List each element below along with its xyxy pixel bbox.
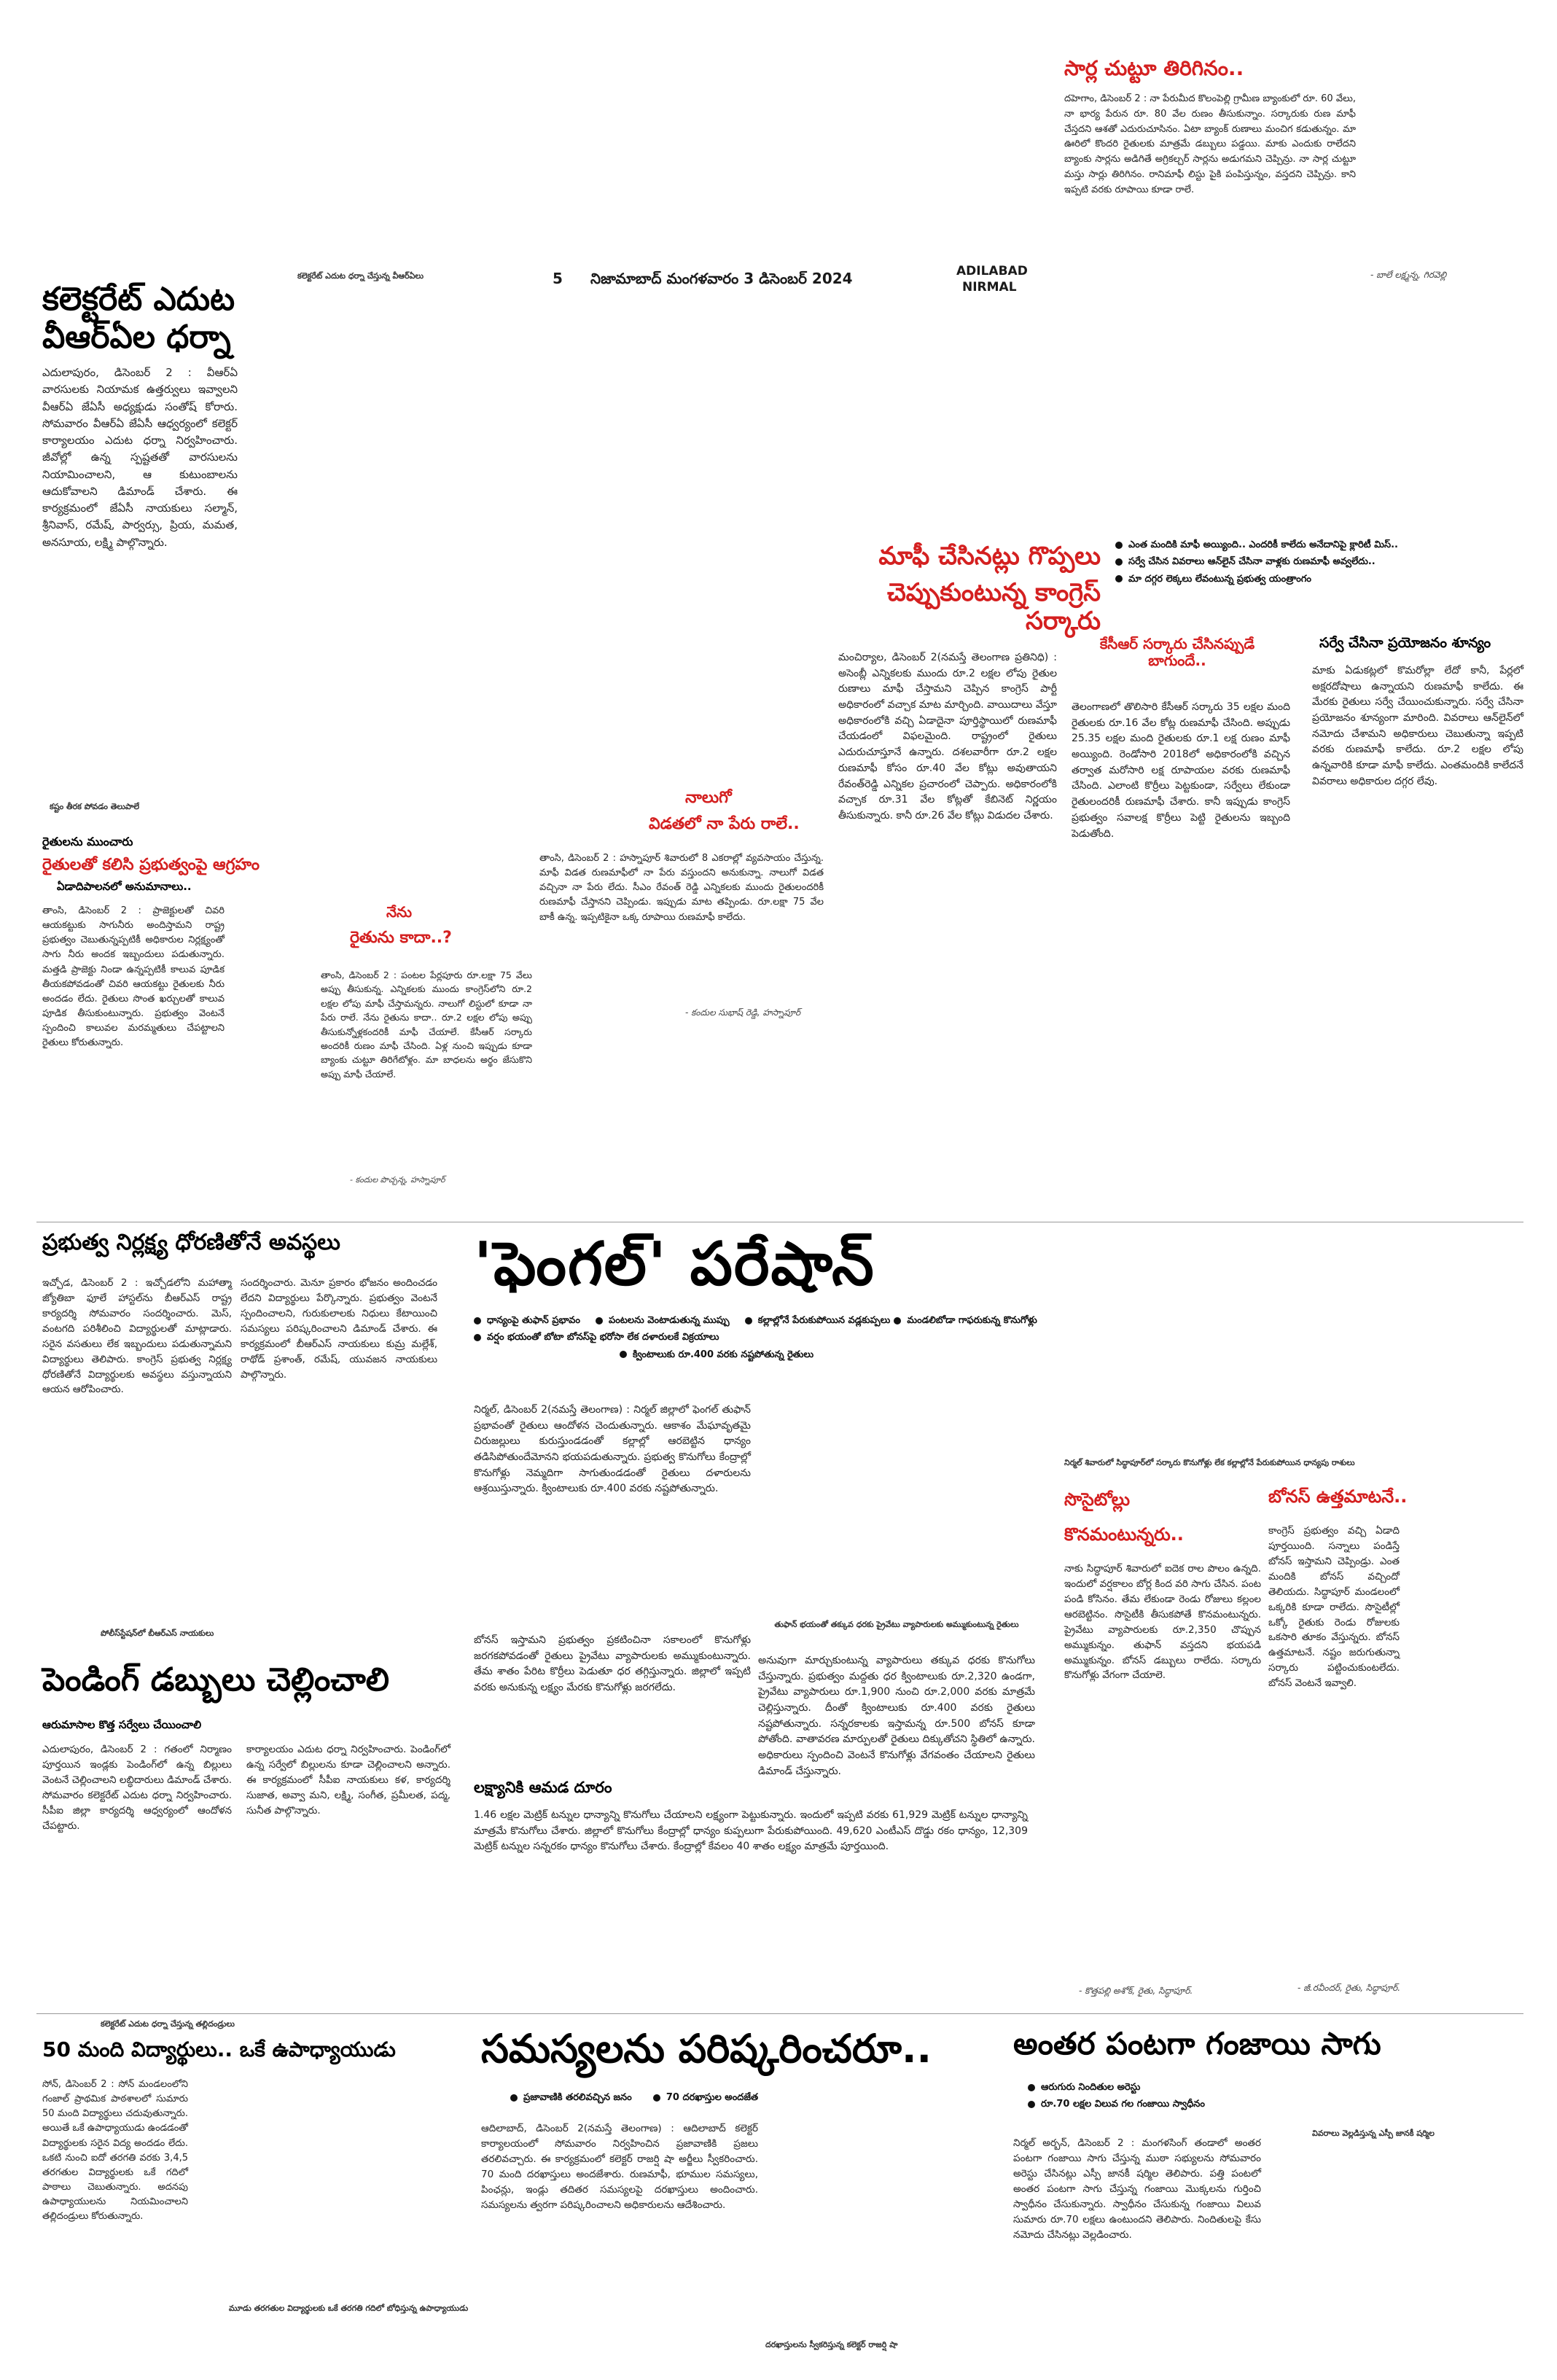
story-collectorate-dharna xyxy=(42,271,538,650)
photo-caption: కలెక్టరేట్ ఎదుట ధర్నా చేస్తున్న తల్లిదండ్రులు xyxy=(101,2019,235,2029)
bullet-item xyxy=(1115,553,1523,570)
headline: 50 మంది విద్యార్థులు.. ఒకే ఉపాధ్యాయుడు xyxy=(42,2037,396,2061)
story-body: తాంసి, డిసెంబర్ 2 : ప్రాజెక్టులతో చివరి ఆయకట్టుకు సాగునీరు అందిస్తామని రాష్ట్ర ప్రభుత్వం చెబుతున్నప్పటికీ అధికారుల నిర్లక్ష్యంతో సాగు నీరు అందక ఇబ్బందులు పడుతున్నారు. మత్తడి ప్రాజెక్టు నిండా ఉన్నప్పటికీ కాలువ పూడిక తీయకపోవడంతో చివరి ఆయకట్టు రైతులకు నీరు అందడం లేదు. రైతులు సొంత ఖర్చులతో కాలువ పూడిక తీసుకుంటున్నారు. ప్రభుత్వం వెంటనే స్పందించి కాలువల మరమ్మతులు చేపట్టాలని రైతులు కోరుతున్నారు. xyxy=(42,905,225,1049)
story-pending xyxy=(42,1628,450,1935)
bullet-item xyxy=(1115,571,1523,588)
story-farmer xyxy=(321,904,539,1195)
bullet-item xyxy=(1115,537,1523,553)
column-2: సందర్శించారు. మెనూ ప్రకారం భోజనం అందించడం లేదని విద్యార్థులు పేర్కొన్నారు. ప్రభుత్వం వెంటనే స్పందించాలని, గురుకులాలకు నిధులు కేటాయించి సమస్యలు పరిష్కరించాలని డిమాండ్ చేశారు. ఈ కార్యక్రమంలో బీఆర్ఎస్ నాయకులు కుమ్ర మల్లేశ్, రాథోడ్ ప్రశాంత్, రమేష్, యువజన నాయకులు పాల్గొన్నారు. xyxy=(241,1277,437,1381)
headline-line-1: మాఫీ చేసినట్లు గొప్పలు xyxy=(878,542,1101,571)
column-3: మాకు ఏడుకట్లలో కొమరోల్లా లేదో కానీ, పేర్లలో అక్షరదోషాలు ఉన్నాయని రుణమాఫీ కాలేదు. ఈ మేరకు రైతులు సర్వే చేయించుకున్నారు. సర్వే చేసినా ప్రయోజనం శూన్యంగా మారింది. వివరాలు ఆన్‌లైన్‌లో నమోదు చేశామని అధికారులు చెబుతున్నా ఇప్పటి వరకు రుణమాఫీ కాలేదు. రూ.2 లక్షల లోపు ఉన్నవారికి కూడా మాఫీ కాలేదు. ఎంతమందికి కాలేదనే వివరాలు అధికారుల దగ్గర లేవు. xyxy=(1312,665,1523,787)
byline: - కందుల సుభాష్ రెడ్డి, హస్నాపూర్ xyxy=(685,1007,801,1018)
bullet-text: ఆరుగురు నిందితుల అరెస్టు xyxy=(1041,2082,1141,2093)
story-rythu-canal xyxy=(42,802,319,1239)
bullet-dot xyxy=(620,1351,627,1358)
bullet-item xyxy=(474,1312,580,1329)
story-ganja xyxy=(1006,2026,1523,2362)
bullet-item xyxy=(1028,2096,1392,2112)
photo-caption-2: మూడు తరగతుల విద్యార్థులకు ఒకే తరగతి గదిలో బోధిస్తున్న ఉపాధ్యాయుడు xyxy=(228,2303,469,2313)
story-teacher xyxy=(42,2019,494,2354)
photo-caption: తుఫాన్ భయంతో తక్కువ ధరకు ప్రైవేటు వ్యాపారులకు అమ్ముకుంటున్న రైతులు xyxy=(774,1620,1019,1629)
column-1: మంచిర్యాల, డిసెంబర్ 2(నమస్తే తెలంగాణ ప్రతినిధి) : అసెంబ్లీ ఎన్నికలకు ముందు రూ.2 లక్షల లోపు రైతుల రుణాలు మాఫీ చేస్తామని చెప్పిన కాంగ్రెస్ పార్టీ అధికారంలో వచ్చాక మాట మార్చింది. వాయిదాలు వేస్తూ అధికారంలోకి వచ్చి ఏడాదైనా పూర్తిస్థాయిలో రుణమాఫీ చేయడంలో విఫలమైంది. రాష్ట్రంలో రైతులు ఎదురుచూస్తూనే ఉన్నారు. దశలవారీగా రూ.2 లక్షల రుణమాఫీ కోసం రూ.40 వేల కోట్లు అవుతాయని రేవంత్‌రెడ్డి ఎన్నికల ప్రచారంలో చెప్పారు. అధికారంలోకి వచ్చాక రూ.31 వేల కోట్లతో కేబినెట్ నిర్ణయం తీసుకున్నారు. కానీ రూ.26 వేల కోట్లు విడుదల చేశారు. xyxy=(838,652,1057,822)
byline: - కందుల పొచ్చన్న, హస్నాపూర్ xyxy=(350,1175,445,1185)
story-body: ఎదులాపురం, డిసెంబర్ 2 : వీఆర్ఏ వారసులకు నియామక ఉత్తర్వులు ఇవ్వాలని వీఆర్ఏ జేఏసీ అధ్యక్షుడు సంతోష్ కోరారు. సోమవారం వీఆర్ఏ జేఏసీ ఆధ్వర్యంలో కలెక్టర్ కార్యాలయం ఎదుట ధర్నా నిర్వహించారు. జీవోల్లో ఉన్న స్పష్టతతో వారసులను నియామించాలని, ఆ కుటుంబాలను ఆదుకోవాలని డిమాండ్ చేశారు. ఈ కార్యక్రమంలో జేఏసీ నాయకులు సల్మాన్, శ్రీనివాస్, రమేష్, పార్వర్సు, ప్రియ, మమత, అనసూయ, లక్ష్మి పాల్గొన్నారు. xyxy=(42,366,238,549)
headline: పెండింగ్ డబ్బులు చెల్లించాలి xyxy=(42,1661,390,1698)
headline: సార్ల చుట్టూ తిరిగినం.. xyxy=(1064,56,1244,80)
bullet-dot xyxy=(1028,2101,1035,2108)
story-sarla-chuttu xyxy=(1050,57,1502,297)
bullet-text: ఎంత మందికి మాఫీ అయ్యింది.. ఎందరికీ కాలేదు అనేదానిపై క్లారిటీ మిస్.. xyxy=(1128,539,1398,550)
column-2: కార్యాలయం ఎదుట ధర్నా నిర్వహించారు. పెండింగ్‌లో ఉన్న సర్వేలో బిల్లులను కూడా చెల్లించాలని అన్నారు. ఈ కార్యక్రమంలో సీపీఐ నాయకులు కళ, కార్యదర్శి సుజాత, అవ్వా మని, లక్ష్మి, సంగీత, ప్రమీలత, పద్మ, సునీత పాల్గొన్నారు. xyxy=(246,1744,450,1817)
story-body: సోన్, డిసెంబర్ 2 : సోన్ మండలంలోని గంజాల్ ప్రాథమిక పాఠశాలలో సుమారు 50 మంది విద్యార్థులు చదువుతున్నారు. అయితే ఒకే ఉపాధ్యాయుడు ఉండడంతో విద్యార్థులకు సరైన విద్య అందడం లేదు. ఒకటి నుంచి ఐదో తరగతి వరకు 3,4,5 తరగతుల విద్యార్థులకు ఒకే గదిలో పాఠాలు చెబుతున్నారు. అదనపు ఉపాధ్యాయులను నియమించాలని తల్లిదండ్రులు కోరుతున్నారు. xyxy=(42,2079,188,2223)
byline: - కొత్తపల్లి అశోక్, రైతు, సిద్ధాపూర్. xyxy=(1079,1986,1193,1996)
story-bonus xyxy=(1268,1487,1516,2012)
edition-line-1: ADILABAD xyxy=(956,264,1028,278)
bullet-item xyxy=(596,1312,730,1329)
headline: ప్రభుత్వ నిర్లక్ష్య ధోరణితోనే అవస్థలు xyxy=(42,1230,340,1255)
bullet-text: మండలిబోడా గాఫరుకున్న కొనుగోళ్లు xyxy=(907,1315,1037,1326)
kicker: రైతులను ముంచారు xyxy=(42,835,133,848)
headline: బోనస్ ఉత్తమాటనే.. xyxy=(1268,1486,1408,1507)
story-body: ఆదిలాబాద్, డిసెంబర్ 2(నమస్తే తెలంగాణ) : ఆదిలాబాద్ కలెక్టర్ కార్యాలయంలో సోమవారం నిర్వహించిన ప్రజావాణికి ప్రజలు తరలివచ్చారు. ఈ కార్యక్రమంలో కలెక్టర్ రాజర్షి షా అర్జీలు స్వీకరించారు. 70 మంది దరఖాస్తులు అందజేశారు. రుణమాఫీ, భూముల సమస్యలు, పింఛన్లు, ఇండ్లు తదితర సమస్యలపై దరఖాస్తులు అందించారు. సమస్యలను త్వరగా పరిష్కరించాలని అధికారులను ఆదేశించారు. xyxy=(481,2123,758,2211)
bullet-dot xyxy=(1115,558,1123,566)
headline: రైతును కాదా..? xyxy=(350,929,452,947)
bullet-dot xyxy=(745,1317,752,1324)
bullet-item xyxy=(653,2092,758,2103)
bullet-item xyxy=(620,1346,1203,1363)
byline: - జీ.రవీందర్, రైతు, సిద్ధాపూర్. xyxy=(1298,1983,1401,1993)
highlight-bullets xyxy=(510,2089,948,2106)
bullet-text: మా దగ్గర లెక్కలు లేవంటున్న ప్రభుత్వ యంత్రాంగం xyxy=(1128,573,1312,585)
story-congress-sarkaru xyxy=(824,526,1523,1306)
bullet-text: ప్రజావాణికి తరలివచ్చిన జనం xyxy=(523,2092,632,2103)
bullet-item xyxy=(1028,2079,1392,2096)
bullet-item xyxy=(894,1312,1037,1329)
bullet-item xyxy=(474,1329,719,1346)
bullet-text: కల్లాల్లోనే పేరుకుపోయిన వడ్లకుప్పలు xyxy=(757,1315,891,1326)
kicker: నాలుగో xyxy=(685,789,732,807)
page-number: 5 xyxy=(553,270,563,287)
bullet-dot xyxy=(1028,2084,1035,2091)
photo-caption: నిర్మల్ శివారులో సిద్ధాపూర్‌లో సర్కారు కొనుగోళ్లు లేక కల్లాల్లోనే పేరుకుపోయిన ధాన్యపు రాశులు xyxy=(1064,1458,1355,1467)
bullet-text: రూ.70 లక్షల విలువ గల గంజాయి స్వాధీనం xyxy=(1041,2099,1206,2110)
byline: - బాలే లక్ష్మన్న, గిరవెల్లి xyxy=(1370,270,1447,280)
dateline: నిజామాబాద్ మంగళవారం 3 డిసెంబర్ 2024 xyxy=(590,270,853,287)
bullet-text: క్వింటాలుకు రూ.400 వరకు నష్టపోతున్న రైతులు xyxy=(633,1349,814,1360)
bullet-text: ధాన్యంపై తుఫాన్ ప్రభావం xyxy=(487,1315,580,1326)
story-traders xyxy=(758,1620,1050,2013)
sub-headline: ఆరుమాసాల కొత్త సర్వేలు చేయించాలి xyxy=(42,1718,202,1731)
headline-line-2: కొనమంటున్నరు.. xyxy=(1064,1524,1184,1545)
headline-line-2: వీఆర్ఏల ధర్నా xyxy=(42,319,231,356)
highlight-bullets xyxy=(1028,2079,1392,2113)
subhead-survey: సర్వే చేసినా ప్రయోజనం శూన్యం xyxy=(1319,635,1491,651)
bullet-text: వర్షం భయంతో బోటా బోనస్‌పై భరోసా లేక దళారులకే విక్రయాలు xyxy=(487,1332,719,1343)
bullet-item xyxy=(745,1312,891,1329)
story-body: అనువుగా మార్చుకుంటున్న వ్యాపారులు తక్కువ ధరకు కొనుగోలు చేస్తున్నారు. ప్రభుత్వం మద్దతు ధర క్వింటాలుకు రూ.2,320 ఉండగా, ప్రైవేటు వ్యాపారులు రూ.1,900 నుంచి రూ.2,000 వరకు మాత్రమే చెల్లిస్తున్నారు. దీంతో క్వింటాలుకు రూ.400 వరకు రైతులు నష్టపోతున్నారు. సన్నరకాలకు ఇస్తామన్న రూ.500 బోనస్ కూడా పోతోంది. వాతావరణ మార్పులతో రైతులు దిక్కుతోచని స్థితిలో ఉన్నారు. అధికారులు స్పందించి వెంటనే కొనుగోళ్లు వేగవంతం చేయాలని రైతులు డిమాండ్ చేస్తున్నారు. xyxy=(758,1655,1035,1777)
photo-caption: దరఖాస్తులను స్వీకరిస్తున్న కలెక్టర్ రాజర్షి షా xyxy=(765,2340,898,2349)
bullet-dot xyxy=(1115,542,1123,549)
story-name-missing xyxy=(539,789,831,1029)
column-1: ఇచ్చోడ, డిసెంబర్ 2 : ఇచ్చోడలోని మహాత్మా జ్యోతిబా ఫూలే హాస్టల్‌ను బీఆర్ఎస్ రాష్ట్ర కార్యదర్శి సోమవారం సందర్శించారు. మెస్‌, వంటగది పరిశీలించి విద్యార్థులతో మాట్లాడారు. సరైన వసతులు లేక ఇబ్బందులు పడుతున్నామని విద్యార్థులు తెలిపారు. కాంగ్రెస్ ప్రభుత్వ నిర్లక్ష్య ధోరణితోనే విద్యార్థులకు అవస్థలు వస్తున్నాయని ఆయన ఆరోపించారు. xyxy=(42,1277,232,1396)
headline: విడతలో నా పేరు రాలే.. xyxy=(649,815,800,833)
bullet-dot xyxy=(1115,575,1123,582)
bullet-text: 70 దరఖాస్తుల అందజేత xyxy=(666,2092,759,2103)
highlight-bullets xyxy=(474,1312,1203,1363)
bullet-dot xyxy=(894,1317,901,1324)
headline: 'ఫెంగల్' పరేషాన్ xyxy=(474,1230,875,1299)
story-body: దహెగాం, డిసెంబర్ 2 : నా పేరుమీద కొలంపెల్లి గ్రామీణ బ్యాంకులో రూ. 60 వేలు, నా భార్య పేరున రూ. 80 వేల రుణం తీసుకున్నాం. సర్కారుకు రుణ మాఫీ చేస్తదని ఆశతో ఎదురుచూసినం. ఏటా బ్యాంక్ రుణాలు మంచిగ కడుతున్నం. మా ఊరిలో కొందరి రైతులకు మాత్రమే డబ్బులు పడ్డయి. మాకు ఎందుకు రాలేదని బ్యాంకు సార్లను అడిగితే అగ్రికల్చర్ సార్లను అడుగమని చెప్పిన్రు. నా సార్ల చుట్టూ మస్తు సార్లు తిరిగినం. రానిమాఫీ లిస్టు పైకి పంపిస్తున్నం, వస్తదని చెప్పిన్రు. కాని ఇప్పటి వరకు రూపాయి కూడా రాలే. xyxy=(1064,93,1356,195)
story-negligence xyxy=(42,1230,450,1507)
column-2: తెలంగాణలో తొలిసారి కేసీఆర్ సర్కారు 35 లక్షల మంది రైతులకు రూ.16 వేల కోట్ల రుణమాఫీ చేసింది. అప్పుడు 25.35 లక్షల మంది రైతులకు రూ.1 లక్ష రుణం మాఫీ అయ్యింది. రెండోసారి 2018లో అధికారంలోకి వచ్చిన తర్వాత మరోసారి లక్ష రూపాయల వరకు రుణమాఫీ చేసింది. ఎలాంటి కొర్రీలు పెట్టకుండా, సర్వేలు లేకుండా రైతులందరికీ రుణమాఫీ చేశారు. కానీ ఇప్పుడు కాంగ్రెస్ ప్రభుత్వం సవాలక్ష కొర్రీలు పెట్టి రైతులను ఇబ్బంది పెడుతోంది. xyxy=(1072,701,1290,840)
highlight-bullets xyxy=(1115,537,1523,588)
story-body: తాంసి, డిసెంబర్ 2 : పంటల పేర్లపూరు రూ.లక్షా 75 వేలు అప్పు తీసుకున్న. ఎన్నికలకు ముందు కాంగ్రెస్‌లోని రూ.2 లక్షల లోపు మాఫీ చేస్తామన్నరు. నాలుగో లిస్టులో కూడా నా పేరు రాలే. నేను రైతును కాదా.. రూ.2 లక్షల లోపు అప్పు తీసుకున్నోళ్లకందరికీ మాఫీ చేయాలే. కేసీఆర్ సర్కారు అందరికీ రుణం మాఫీ చేసింది. ఏళ్ల నుంచి ఇప్పుడు కూడా బ్యాంకు చుట్టూ తిరిగేటోళ్లం. మా బాధలను అర్థం జేసుకొని అప్పు మాఫీ చేయాలే. xyxy=(321,969,532,1080)
story-body: తాంసి, డిసెంబర్ 2 : హస్నాపూర్ శివారులో 8 ఎకరాల్లో వ్యవసాయం చేస్తున్న. మాఫీ విడత రుణమాఫీలో నా పేరు వస్తుందని అనుకున్నా. నాలుగో విడత వచ్చినా నా పేరు లేదు. సీఎం రేవంత్ రెడ్డి ఎన్నికలకు ముందు రైతులందరికీ రుణమాఫీ చేస్తానని చెప్పిండు. ఇప్పుడు మాట తప్పిండు. రూ.లక్షా 75 వేల బాకీ ఉన్న. ఇప్పటికైనా ఒక్క రూపాయి రుణమాఫీ కాలేదు. xyxy=(539,853,824,923)
photo-caption: వివరాలు వెల్లడిస్తున్న ఎస్పీ జానకీ షర్మిల xyxy=(1312,2129,1435,2138)
column-1: నిర్మల్, డిసెంబర్ 2(నమస్తే తెలంగాణ) : నిర్మల్ జిల్లాలో ఫెంగల్ తుఫాన్ ప్రభావంతో రైతులు ఆందోళన చెందుతున్నారు. ఆకాశం మేఘావృతమై చిరుజల్లులు కురుస్తుండడంతో కల్లాల్లో ఆరబెట్టిన ధాన్యం తడిసిపోతుందేమోనని భయపడుతున్నారు. ప్రభుత్వ కొనుగోలు కేంద్రాల్లో కొనుగోళ్లు నెమ్మదిగా సాగుతుండడంతో రైతులు దళారులను ఆశ్రయిస్తున్నారు. క్వింటాలుకు రూ.400 వరకు నష్టపోతున్నారు. xyxy=(474,1404,751,1495)
bullet-dot xyxy=(596,1317,603,1324)
photo-caption: కష్టం తీరక పోవడం తెలుపాలే xyxy=(50,802,140,811)
story-body: నాకు సిద్ధాపూర్ శివారులో ఐదెక రాల పొలం ఉన్నది. ఇందులో వర్షకాలం బోర్ల కింద వరి సాగు చేసిన. పంట పండి కోసినం. తేమ లేకుండా రెండు రోజులు కల్లంల ఆరబెట్టినం. సొసైటీకి తీసుకపోతే కొనమంటున్నరు. ప్రైవేటు వ్యాపారులకు రూ.2,350 చొప్పున అమ్ముకున్నం. తుఫాన్ వస్తదని భయపడి అమ్ముకున్నం. బోనస్ డబ్బులు రాలేదు. సర్కారు కొనుగోళ్లు వేగంగా చేయాలె. xyxy=(1064,1563,1261,1682)
kicker: నేను xyxy=(386,903,412,921)
headline: సమస్యలను పరిష్కరించరూ.. xyxy=(481,2026,932,2072)
bullet-item xyxy=(510,2092,632,2103)
bullet-text: సర్వే చేసిన వివరాలు ఆన్‌లైన్ చేసినా వాళ్లకు రుణమాఫీ అవ్వలేదు.. xyxy=(1128,556,1375,568)
photo-caption: కలెక్టరేట్ ఎదుట ధర్నా చేస్తున్న వీఆర్ఏలు xyxy=(297,271,424,281)
photo-caption: పోలీస్‌స్టేషన్‌లో బీఆర్ఎస్ నాయకులు xyxy=(101,1628,214,1638)
headline-line-2: చెప్పుకుంటున్న కాంగ్రెస్ సర్కారు xyxy=(886,578,1101,636)
edition-line-2: NIRMAL xyxy=(962,280,1017,294)
subhead-kcr: కేసీఆర్ సర్కారు చేసినప్పుడే బాగుందే.. xyxy=(1099,635,1255,669)
sub-headline: ఏడాదిపాలనలో అనుమానాలు.. xyxy=(57,880,192,893)
bullet-dot xyxy=(653,2094,660,2102)
bullet-dot xyxy=(510,2094,518,2102)
story-problems xyxy=(467,2026,991,2362)
column-1: ఎదులాపురం, డిసెంబర్ 2 : గతంలో నిర్మాణం పూర్తయిన ఇండ్లకు పెండింగ్‌లో ఉన్న బిల్లులు వెంటనే చెల్లించాలని లబ్ధిదారులు డిమాండ్ చేశారు. సోమవారం కలెక్టరేట్ ఎదుట ధర్నా నిర్వహించారు. సీపీఐ జిల్లా కార్యదర్శి ఆధ్వర్యంలో ఆందోళన చేపట్టారు. xyxy=(42,1744,232,1832)
subhead: లక్ష్యానికి ఆమడ దూరం xyxy=(474,1779,612,1796)
column-2: బోనస్ ఇస్తామని ప్రభుత్వం ప్రకటించినా సకాలంలో కొనుగోళ్లు జరగకపోవడంతో రైతులు ప్రైవేటు వ్యాపారులకు అమ్ముకుంటున్నారు. తేమ శాతం పేరిట కొర్రీలు పెడుతూ ధర తగ్గిస్తున్నారు. జిల్లాలో ఇప్పటి వరకు అనుకున్న లక్ష్యం మేరకు కొనుగోళ్లు జరగలేదు. xyxy=(474,1634,751,1694)
column-3: 1.46 లక్షల మెట్రిక్ టన్నుల ధాన్యాన్ని కొనుగోలు చేయాలని లక్ష్యంగా పెట్టుకున్నారు. ఇందులో ఇప్పటి వరకు 61,929 మెట్రిక్ టన్నుల ధాన్యాన్ని మాత్రమే కొనుగోలు చేశారు. జిల్లాలో కొనుగోలు కేంద్రాల్లో ధాన్యం కుప్పలుగా పేరుకుపోయింది. 49,620 ఎంటీఎస్ దొడ్డు రకం ధాన్యం, 12,309 మెట్రిక్ టన్నుల సన్నరకం ధాన్యం కొనుగోలు చేశారు. కేంద్రాల్లో కేవలం 40 శాతం లక్ష్యం మాత్రమే పూర్తయింది. xyxy=(474,1809,1028,1853)
bullet-text: పంటలను వెంటాడుతున్న ముప్పు xyxy=(609,1315,730,1326)
story-body: కాంగ్రెస్ ప్రభుత్వం వచ్చి ఏడాది పూర్తయింది. సన్నాలు పండిస్తే బోనస్ ఇస్తామని చెప్పిండ్రు. ఎంత మందికి బోనస్ వచ్చిందో తెలియదు. సిద్ధాపూర్ మండలంలో ఒక్కరికి కూడా రాలేదు. సొసైటీల్లో ఒక్కో రైతుకు రెండు రోజులకు ఒకసారి తూకం వేస్తున్నరు. బోనస్ ఉత్తమాటనే. నష్టం జరుగుతున్నా సర్కారు పట్టించుకుంటలేదు. బోనస్ వెంటనే ఇవ్వాలి. xyxy=(1268,1525,1400,1690)
column-1: నిర్మల్ అర్బన్, డిసెంబర్ 2 : మంగళసింగ్ తండాలో అంతర పంటగా గంజాయి సాగు చేస్తున్న ముఠా సభ్యులను సోమవారం అరెస్టు చేసినట్లు ఎస్పీ జానకీ షర్మిల తెలిపారు. పత్తి పంటలో అంతర పంటగా సాగు చేస్తున్న గంజాయి మొక్కలను గుర్తించి స్వాధీనం చేసుకున్నారు. స్వాధీనం చేసుకున్న గంజాయి విలువ సుమారు రూ.70 లక్షలు ఉంటుందని తెలిపారు. నిందితులపై కేసు నమోదు చేసినట్లు వెల్లడించారు. xyxy=(1013,2137,1261,2241)
section-divider xyxy=(36,2013,1523,2014)
headline: అంతర పంటగా గంజాయి సాగు xyxy=(1013,2026,1381,2061)
headline-line-1: సొసైటోల్లు xyxy=(1064,1489,1131,1510)
bullet-dot xyxy=(474,1334,481,1341)
headline: రైతులతో కలిసి ప్రభుత్వంపై ఆగ్రహం xyxy=(42,856,260,874)
bullet-dot xyxy=(474,1317,481,1324)
headline-line-1: కలెక్టరేట్ ఎదుట xyxy=(42,281,235,318)
